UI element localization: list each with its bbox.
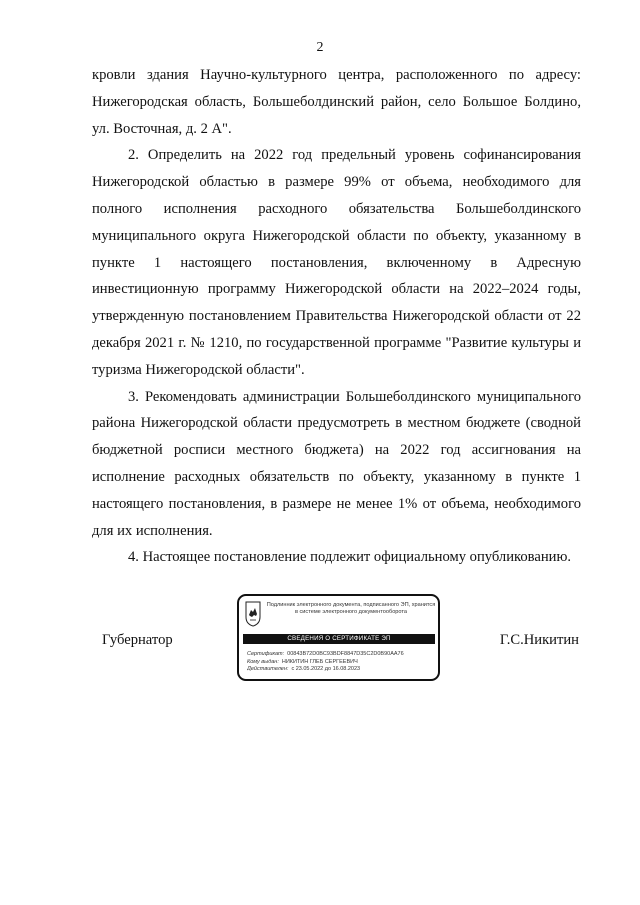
stamp-note: Подлинник электронного документа, подписанного ЭП, хранится в системе электронного документооборота xyxy=(266,602,436,615)
owner-value: НИКИТИН ГЛЕБ СЕРГЕЕВИЧ xyxy=(281,658,358,665)
signer-title: Губернатор xyxy=(102,632,173,648)
paragraph-item-3: 3. Рекомендовать администрации Большеболдинского муниципального района Нижегородской области предусмотреть в местном бюджете (сводной бюджетной росписи местного бюджета) на 2022 год ассигнования на исполнение расходных обязательств по объекту, указанному в пункте 1 настоящего постановления, в размере не менее 1% от объема, необходимого для их исполнения. xyxy=(92,388,581,539)
certificate-value: 00843B72D0BC93BDF8847D35C2D0B90AA76 xyxy=(287,651,404,657)
owner-label: Кому выдан: xyxy=(247,658,279,665)
stamp-header: СВЕДЕНИЯ О СЕРТИФИКАТЕ ЭП xyxy=(243,634,435,644)
paragraph-item-2: 2. Определить на 2022 год предельный уровень софинансирования Нижегородской областью в размере 99% от объема, необходимого для полного исполнения расходного обязательства Большеболдинского муниципального округа Нижегородской области по объекту, указанному в пункте 1 настоящего постановления, включенному в Адресную инвестиционную программу Нижегородской области на 2022–2024 годы, утвержденную постановлением Правительства Нижегородской области от 22 декабря 2021 г. № 1210, по государственной программе "Развитие культуры и туризма Нижегородской области". xyxy=(92,147,581,378)
page-number: 2 xyxy=(316,40,324,55)
certificate-line xyxy=(247,651,437,659)
certificate-details xyxy=(247,651,437,674)
validity-label: Действителен: xyxy=(247,666,289,672)
document-body xyxy=(92,62,581,571)
certificate-label: Сертификат: xyxy=(247,651,285,657)
signer-name: Г.С.Никитин xyxy=(499,632,579,648)
validity-value: с 23.05.2022 до 16.08.2023 xyxy=(291,666,361,672)
validity-line xyxy=(247,666,437,674)
paragraph-continuation: кровли здания Научно-культурного центра, расположенного по адресу: Нижегородская область, Большеболдинский район, село Большое Болдино, ул. Восточная, д. 2 А". xyxy=(92,67,581,137)
coat-of-arms-icon xyxy=(245,601,261,627)
paragraph-item-4: 4. Настоящее постановление подлежит официальному опубликованию. xyxy=(128,549,572,566)
owner-line xyxy=(247,659,437,667)
signature-block xyxy=(0,594,640,684)
electronic-signature-stamp xyxy=(237,594,440,681)
